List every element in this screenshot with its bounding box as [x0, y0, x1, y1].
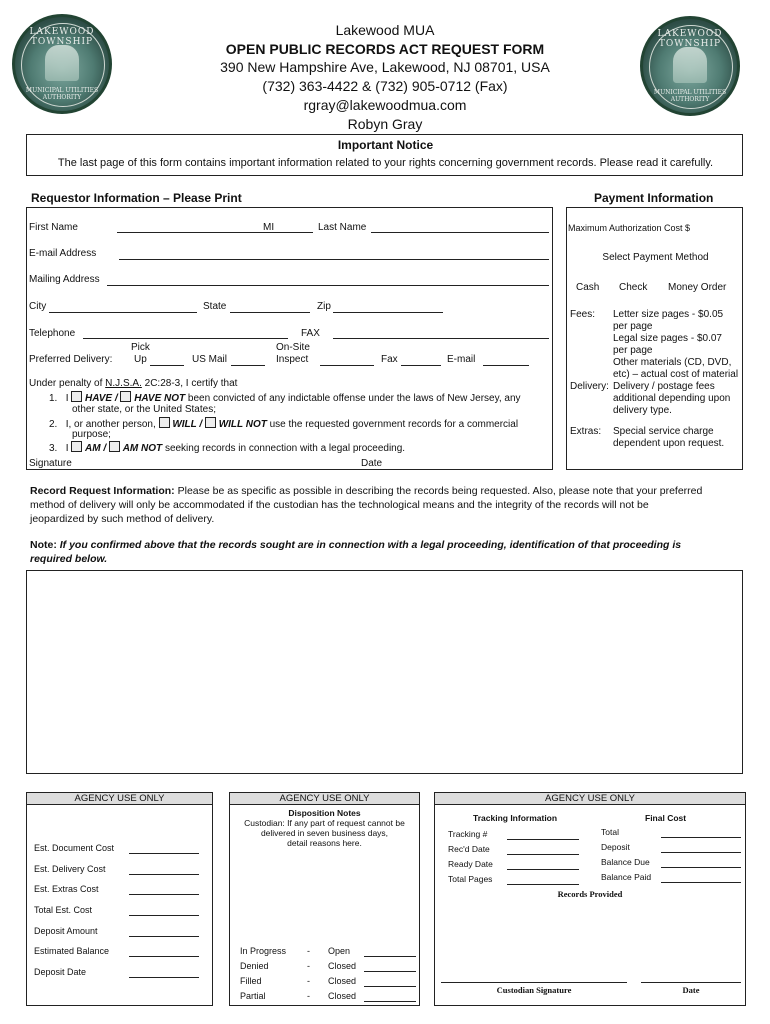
telephone-label: Telephone [29, 328, 76, 339]
records-provided-area[interactable] [435, 901, 745, 977]
total-pages-field[interactable] [507, 884, 579, 885]
delivery-fax-field[interactable] [401, 365, 441, 366]
max-auth-label: Maximum Authorization Cost $ [568, 223, 691, 233]
status-row[interactable]: Partial - Closed [240, 991, 410, 1006]
certification-intro: Under penalty of N.J.S.A. 2C:28-3, I certify that [29, 378, 238, 389]
mi-field[interactable] [279, 232, 313, 233]
requestor-heading: Requestor Information – Please Print [31, 191, 242, 205]
deposit-label: Deposit [601, 842, 630, 852]
am-checkbox[interactable] [71, 441, 82, 452]
deposit-date-field[interactable] [129, 977, 199, 978]
city-label: City [29, 301, 47, 312]
disposition-notes: Disposition Notes Custodian: If any part of request cannot be delivered in seven business days, detail reasons here. [244, 808, 405, 848]
balance-paid-label: Balance Paid [601, 872, 652, 882]
mailing-label: Mailing Address [29, 274, 100, 285]
deposit-amount-label: Deposit Amount [34, 926, 98, 936]
money-order-option[interactable]: Money Order [668, 282, 727, 293]
org-phone: (732) 363-4422 & (732) 905-0712 (Fax) [262, 78, 508, 94]
tracking-title: Tracking Information [473, 813, 558, 823]
left-township-seal: LAKEWOOD TOWNSHIP MUNICIPAL UTILITIES AUTHORITY [12, 14, 112, 114]
certification-1: 1. I HAVE / HAVE NOT been convicted of any indictable offense under the laws of New Jersey, any [49, 393, 521, 404]
est-delivery-cost-label: Est. Delivery Cost [34, 864, 106, 874]
right-township-seal: LAKEWOOD TOWNSHIP MUNICIPAL UTILITIES AUTHORITY [640, 16, 740, 116]
deposit-date-label: Deposit Date [34, 967, 87, 977]
record-request-info: Record Request Information: Please be as specific as possible in describing the records being requested. Also, please note that your preferred method of delivery will only be accommodated if the custodian has the technological means and the integrity of the records will not be jeopardized by such method of delivery. [30, 485, 703, 525]
certification-2-cont: purpose; [72, 429, 111, 440]
zip-field[interactable] [333, 312, 443, 313]
state-field[interactable] [230, 312, 310, 313]
delivery-usmail-field[interactable] [231, 365, 265, 366]
last-name-label: Last Name [318, 222, 367, 233]
state-label: State [203, 301, 227, 312]
recd-date-label: Rec'd Date [448, 844, 490, 854]
custodian-signature-label: Custodian Signature [496, 985, 572, 995]
ready-date-field[interactable] [507, 869, 579, 870]
custodian-date-line[interactable] [641, 982, 741, 983]
pick-label: Pick [131, 342, 150, 353]
first-name-label: First Name [29, 222, 78, 233]
final-cost-title: Final Cost [645, 813, 687, 823]
last-name-field[interactable] [371, 232, 549, 233]
first-name-field[interactable] [117, 232, 282, 233]
records-request-textarea[interactable] [26, 570, 743, 774]
tracking-number-field[interactable] [507, 839, 579, 840]
extras-text: Special service charge dependent upon request. [613, 426, 725, 449]
certification-1-cont: other state, or the United States; [72, 404, 216, 415]
status-row[interactable]: In Progress - Open [240, 946, 410, 961]
email-label: E-mail Address [29, 248, 97, 259]
total-label: Total [601, 827, 619, 837]
status-row[interactable]: Denied - Closed [240, 961, 410, 976]
legal-proceeding-note: Note: If you confirmed above that the records sought are in connection with a legal proceeding, identification of that proceeding is required below. [30, 539, 682, 565]
important-notice-box [26, 134, 743, 176]
agency-tracking-panel [434, 792, 746, 1006]
fees-label: Fees: [570, 309, 596, 320]
status-row[interactable]: Filled - Closed [240, 976, 410, 991]
certification-2: 2. I, or another person, WILL / WILL NOT use the requested government records for a commercial [49, 419, 519, 430]
agency-disposition-panel [229, 792, 420, 1006]
delivery-inspect-label: Inspect [276, 354, 309, 365]
org-email: rgray@lakewoodmua.com [303, 97, 467, 113]
onsite-label: On-Site [276, 342, 310, 353]
signature-label: Signature [29, 458, 72, 469]
custodian-date-label: Date [682, 985, 700, 995]
mailing-field[interactable] [107, 285, 549, 286]
notice-text: The last page of this form contains important information related to your rights concerning government records. Please read it carefully. [57, 157, 714, 169]
est-extras-cost-label: Est. Extras Cost [34, 884, 99, 894]
est-delivery-cost-field[interactable] [129, 874, 199, 875]
recd-date-field[interactable] [507, 854, 579, 855]
custodian-signature-line[interactable] [441, 982, 627, 983]
fees-text: Letter size pages - $0.05 per page Legal size pages - $0.07 per page Other materials (CD, DVD, etc) – actual cost of material [613, 309, 739, 380]
balance-due-label: Balance Due [601, 857, 650, 867]
total-pages-label: Total Pages [448, 874, 493, 884]
est-extras-cost-field[interactable] [129, 894, 199, 895]
city-field[interactable] [49, 312, 197, 313]
delivery-usmail-label: US Mail [192, 354, 228, 365]
am-not-checkbox[interactable] [109, 441, 120, 452]
select-payment-label: Select Payment Method [602, 252, 709, 263]
disposition-status-list [240, 946, 410, 1006]
est-document-cost-label: Est. Document Cost [34, 843, 115, 853]
date-label: Date [361, 458, 383, 469]
delivery-up-label: Up [134, 354, 147, 365]
check-option[interactable]: Check [619, 282, 648, 293]
delivery-fax-label: Fax [381, 354, 398, 365]
payment-heading: Payment Information [594, 191, 714, 205]
delivery-pickup-field[interactable] [150, 365, 184, 366]
have-checkbox[interactable] [71, 391, 82, 402]
total-est-cost-label: Total Est. Cost [34, 905, 93, 915]
delivery-email-field[interactable] [483, 365, 529, 366]
extras-label: Extras: [570, 426, 602, 437]
tracking-number-label: Tracking # [448, 829, 488, 839]
email-field[interactable] [119, 259, 549, 260]
deposit-field[interactable] [661, 852, 741, 853]
total-est-cost-field[interactable] [129, 915, 199, 916]
ready-date-label: Ready Date [448, 859, 493, 869]
est-document-cost-field[interactable] [129, 853, 199, 854]
contact-name: Robyn Gray [347, 116, 423, 132]
zip-label: Zip [317, 301, 331, 312]
agency-cost-panel [26, 792, 213, 1006]
agency-heading-1: AGENCY USE ONLY [27, 793, 212, 805]
payment-box [566, 207, 743, 470]
estimated-balance-field[interactable] [129, 956, 199, 957]
org-address: 390 New Hampshire Ave, Lakewood, NJ 08701, USA [220, 59, 550, 75]
telephone-field[interactable] [83, 338, 288, 339]
estimated-balance-label: Estimated Balance [34, 946, 110, 956]
fax-label: FAX [301, 328, 320, 339]
cash-option[interactable]: Cash [576, 282, 600, 293]
delivery-fee-text: Delivery / postage fees additional depending upon delivery type. [613, 381, 731, 416]
total-field[interactable] [661, 837, 741, 838]
agency-heading-2: AGENCY USE ONLY [230, 793, 419, 805]
have-not-checkbox[interactable] [120, 391, 131, 402]
org-name: Lakewood MUA [335, 22, 435, 38]
deposit-amount-field[interactable] [129, 936, 199, 937]
agency-heading-3: AGENCY USE ONLY [435, 793, 745, 805]
requestor-box [26, 207, 553, 470]
form-title: OPEN PUBLIC RECORDS ACT REQUEST FORM [225, 41, 545, 57]
fax-field[interactable] [333, 338, 549, 339]
notice-title: Important Notice [337, 138, 434, 152]
delivery-email-label: E-mail [447, 354, 476, 365]
balance-paid-field[interactable] [661, 882, 741, 883]
delivery-inspect-field[interactable] [320, 365, 374, 366]
delivery-label: Preferred Delivery: [29, 354, 113, 365]
records-provided-label: Records Provided [557, 889, 623, 899]
will-not-checkbox[interactable] [205, 417, 216, 428]
certification-3: 3. I AM / AM NOT seeking records in connection with a legal proceeding. [49, 443, 406, 454]
balance-due-field[interactable] [661, 867, 741, 868]
will-checkbox[interactable] [159, 417, 170, 428]
delivery-fee-label: Delivery: [570, 381, 609, 392]
mi-label: MI [263, 222, 275, 233]
